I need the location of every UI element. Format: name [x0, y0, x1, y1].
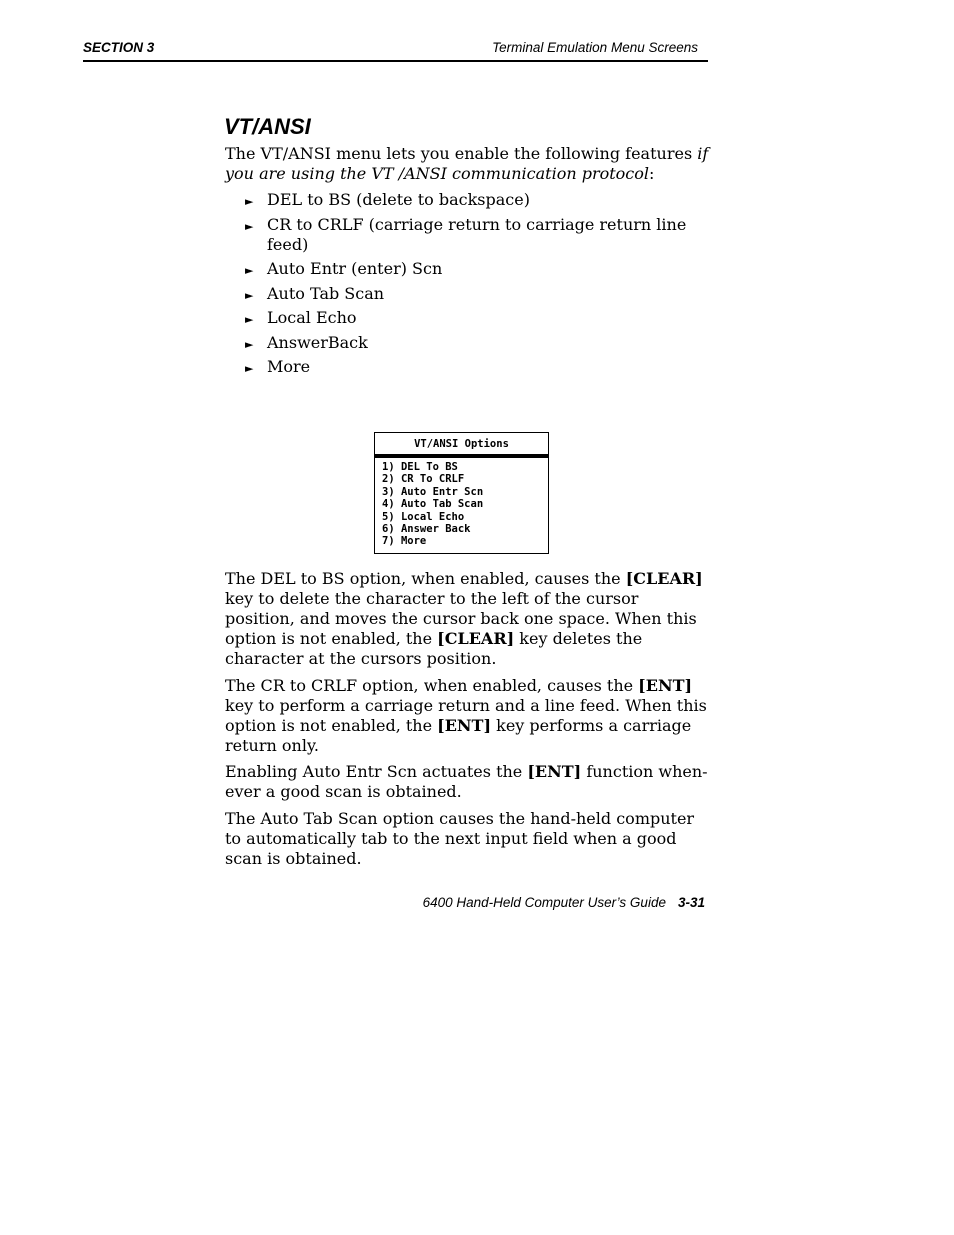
screen-title: VT/ANSI Options — [375, 433, 548, 458]
page-footer — [380, 895, 705, 910]
key-name: [ENT] — [437, 715, 492, 735]
section-label: SECTION 3 — [83, 40, 155, 55]
key-name: [ENT] — [638, 675, 693, 695]
list-item — [245, 190, 715, 210]
list-item-text: DEL to BS (delete to backspace) — [267, 190, 530, 209]
triangle-bullet-icon: ► — [245, 337, 254, 351]
section-heading: VT/ANSI — [224, 114, 311, 139]
screen-menu — [375, 458, 548, 548]
key-name: [ENT] — [527, 762, 582, 781]
screen-menu-item: 7) More — [382, 535, 427, 548]
screen-menu-item: 3) Auto Entr Scn — [382, 485, 484, 498]
screen-menu-item: 4) Auto Tab Scan — [382, 498, 484, 511]
list-item-text: CR to CRLF (carriage return to carriage return line feed) — [267, 214, 687, 254]
triangle-bullet-icon: ► — [245, 219, 254, 233]
triangle-bullet-icon: ► — [245, 288, 254, 302]
list-item — [245, 333, 715, 353]
text-run: The CR to CRLF option, when enabled, causes the — [225, 675, 639, 695]
list-item-text: AnswerBack — [267, 332, 368, 352]
triangle-bullet-icon: ► — [245, 195, 254, 208]
text-run: key deletes the character at the cursors position. — [225, 629, 643, 668]
intro-text: The VT/ANSI menu lets you enable the following features — [225, 144, 698, 163]
terminal-screen-figure — [374, 432, 549, 554]
text-run: key to perform a carriage return and a line feed. When this option is not enabled, the — [225, 695, 707, 735]
intro-paragraph — [225, 144, 715, 184]
triangle-bullet-icon: ► — [245, 313, 254, 326]
screen-menu-item: 1) DEL To BS — [382, 461, 458, 473]
triangle-bullet-icon: ► — [245, 264, 254, 277]
body-text — [225, 569, 710, 875]
feature-list — [245, 190, 715, 382]
text-run: key performs a carriage return only. — [225, 715, 692, 755]
text-run: key to delete the character to the left of the cursor position, and moves the cursor back one space. When this option is not enabled, the — [225, 589, 697, 648]
list-item-text: Auto Tab Scan — [267, 283, 385, 303]
screen-menu-item: 2) CR To CRLF — [382, 473, 465, 486]
paragraph-auto-tab-scan — [225, 809, 710, 869]
paragraph-del-to-bs — [225, 569, 710, 669]
list-item-text: Auto Entr (enter) Scn — [267, 259, 443, 278]
text-run: function whenever a good scan is obtained. — [225, 762, 708, 801]
list-item — [245, 215, 715, 255]
list-item — [245, 308, 715, 328]
text-run: The DEL to BS option, when enabled, causes the — [225, 569, 626, 588]
intro-italic: if you are using the VT /ANSI communication protocol — [225, 144, 709, 183]
list-item — [245, 357, 715, 377]
paragraph-auto-entr-scn — [225, 762, 710, 802]
paragraph-cr-to-crlf — [225, 676, 710, 756]
text-run: The Auto Tab Scan option causes the hand-held computer to automatically tab to the next input field when a good scan is obtained. — [225, 808, 695, 868]
page-header — [83, 40, 708, 62]
screen-menu-item: 5) Local Echo — [382, 510, 465, 523]
guide-title: 6400 Hand-Held Computer User’s Guide — [422, 895, 666, 910]
list-item — [245, 259, 715, 279]
key-name: [CLEAR] — [625, 569, 703, 588]
intro-end: : — [649, 164, 655, 183]
screen-menu-item: 6) Answer Back — [382, 522, 471, 535]
list-item-text: More — [267, 357, 311, 376]
chapter-title: Terminal Emulation Menu Screens — [492, 40, 698, 55]
key-name: [CLEAR] — [437, 629, 515, 648]
triangle-bullet-icon: ► — [245, 362, 254, 375]
text-run: Enabling Auto Entr Scn actuates the — [225, 762, 528, 781]
page-number: 3-31 — [677, 895, 705, 910]
list-item — [245, 284, 715, 304]
list-item-text: Local Echo — [267, 308, 357, 327]
